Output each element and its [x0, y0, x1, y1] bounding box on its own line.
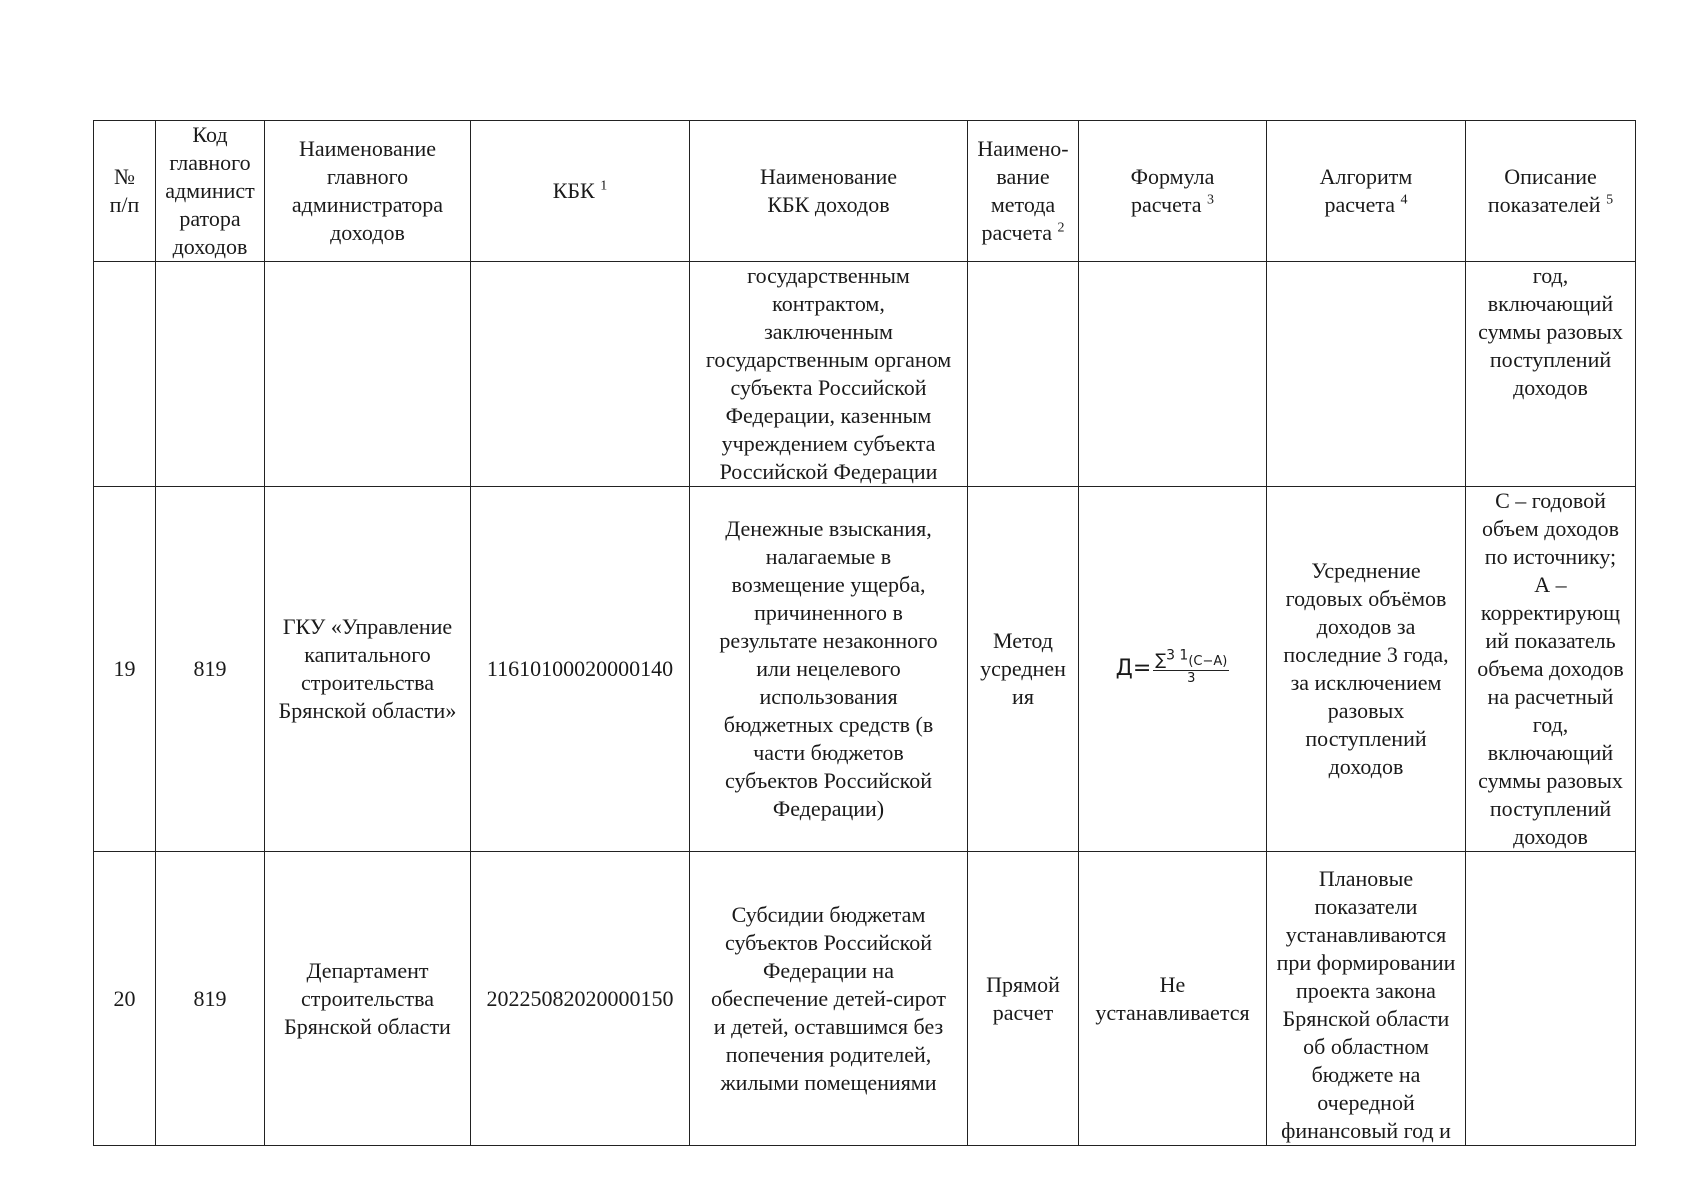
cell-kbk-name: Субсидии бюджетам субъектов Российской Федерации на обеспечение детей-сирот и детей, оставшимся без попечения родителей, жилыми помещениями [690, 852, 968, 1146]
table-row-continuation [94, 262, 1636, 487]
header-method: Наимено- вание метода расчета $^2$ [968, 121, 1079, 262]
header-row [94, 121, 1636, 262]
cell-formula: Не устанавливается [1079, 852, 1267, 1146]
cell-kbk-name: государственным контрактом, заключенным государственным органом субъекта Российской Федерации, казенным учреждением субъекта Российской Федерации [690, 262, 968, 487]
header-kbk: КБК $^1$ [471, 121, 690, 262]
cell-algorithm [1267, 262, 1466, 487]
footnote-2: 2 [1057, 220, 1065, 236]
cell-algorithm: Плановые показатели устанавливаются при формировании проекта закона Брянской области об областном бюджете на очередной финансовый год и [1267, 852, 1466, 1146]
formula-fraction: $\frac{\sum^{3 1}(C-A)}{3}$ [1155, 647, 1228, 686]
cell-num: 20 [94, 852, 156, 1146]
table-row-20 [94, 852, 1636, 1146]
cell-description: год, включающий суммы разовых поступлений доходов [1466, 262, 1636, 487]
cell-kbk [471, 262, 690, 487]
cell-admin-name: Департамент строительства Брянской области [265, 852, 471, 1146]
header-admin-name: Наименование главного администратора доходов [265, 121, 471, 262]
cell-algorithm: Усреднение годовых объёмов доходов за последние 3 года, за исключением разовых поступлений доходов [1267, 487, 1466, 852]
cell-method [968, 262, 1079, 487]
cell-admin-code [156, 262, 265, 487]
cell-description [1466, 852, 1636, 1146]
cell-admin-code: 819 [156, 852, 265, 1146]
cell-kbk-name: Денежные взыскания, налагаемые в возмещение ущерба, причиненного в результате незаконного или нецелевого использования бюджетных средств (в части бюджетов субъектов Российской Федерации) [690, 487, 968, 852]
header-kbk-name: Наименование КБК доходов [690, 121, 968, 262]
cell-kbk: 20225082020000150 [471, 852, 690, 1146]
cell-method: Прямой расчет [968, 852, 1079, 1146]
footnote-1: 1 [600, 178, 608, 194]
header-formula: Формула расчета $^3$ [1079, 121, 1267, 262]
cell-admin-code: 819 [156, 487, 265, 852]
footnote-3: 3 [1207, 192, 1215, 208]
cell-method: Метод усреднен ия [968, 487, 1079, 852]
cell-description: С – годовой объем доходов по источнику; А – корректирующ ий показатель объема доходов на расчетный год, включающий суммы разовых поступлений доходов [1466, 487, 1636, 852]
revenue-forecast-table [93, 120, 1636, 1146]
footnote-5: 5 [1606, 192, 1614, 208]
averaging-formula: Д= $\frac{\sum^{3 1}(C-A)}{3}$ [1115, 647, 1228, 686]
cell-num: 19 [94, 487, 156, 852]
cell-formula [1079, 487, 1267, 852]
cell-admin-name: ГКУ «Управление капитального строительства Брянской области» [265, 487, 471, 852]
cell-admin-name [265, 262, 471, 487]
cell-num [94, 262, 156, 487]
cell-kbk: 11610100020000140 [471, 487, 690, 852]
header-num: № п/п [94, 121, 156, 262]
header-admin-code: Код главного админист ратора доходов [156, 121, 265, 262]
header-algorithm: Алгоритм расчета $^4$ [1267, 121, 1466, 262]
footnote-4: 4 [1400, 192, 1408, 208]
header-description: Описание показателей $^5$ [1466, 121, 1636, 262]
cell-formula [1079, 262, 1267, 487]
table-row-19 [94, 487, 1636, 852]
